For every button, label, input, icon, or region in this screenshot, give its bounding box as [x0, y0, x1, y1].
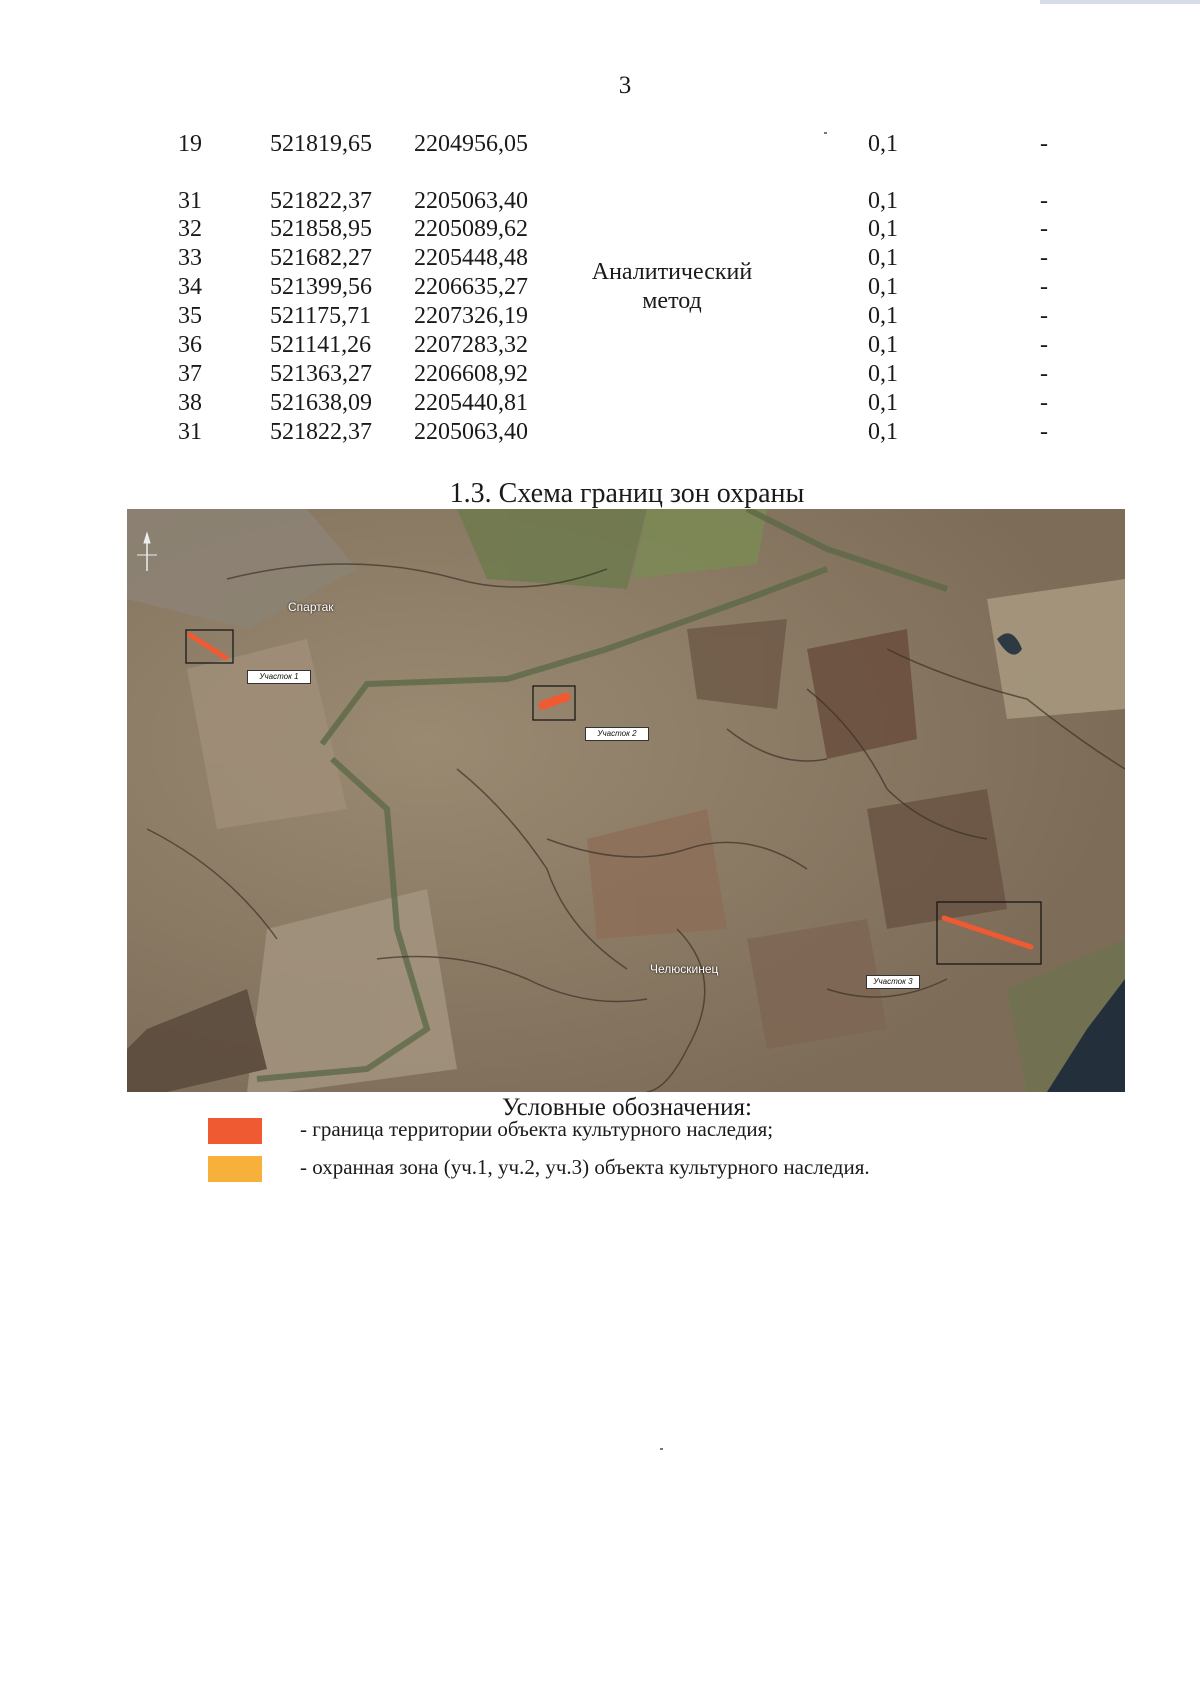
point-number: 31 [178, 419, 202, 445]
point-number: 34 [178, 274, 202, 300]
table-row [0, 130, 1200, 158]
note-value: - [1040, 390, 1048, 416]
site-2-label: Участок 2 [585, 727, 649, 741]
x-coordinate: 521682,27 [270, 245, 372, 271]
table-row [0, 215, 1200, 243]
y-coordinate: 2205063,40 [414, 419, 528, 445]
point-number: 19 [178, 131, 202, 157]
x-coordinate: 521638,09 [270, 390, 372, 416]
y-coordinate: 2205089,62 [414, 216, 528, 242]
zone-swatch [208, 1156, 262, 1182]
x-coordinate: 521822,37 [270, 419, 372, 445]
coordinates-table [0, 0, 1200, 460]
scan-speck [824, 132, 827, 134]
point-number: 33 [178, 245, 202, 271]
note-value: - [1040, 419, 1048, 445]
y-coordinate: 2205063,40 [414, 188, 528, 214]
note-value: - [1040, 131, 1048, 157]
village-label-chelyuskinets: Челюскинец [650, 962, 719, 976]
x-coordinate: 521141,26 [270, 332, 372, 358]
method-line-2: метод [642, 288, 702, 314]
accuracy-value: 0,1 [868, 188, 898, 214]
point-number: 31 [178, 188, 202, 214]
determination-method [582, 258, 762, 316]
accuracy-value: 0,1 [868, 274, 898, 300]
point-number: 36 [178, 332, 202, 358]
section-title: 1.3. Схема границ зон охраны [449, 478, 805, 509]
table-row [0, 389, 1200, 417]
note-value: - [1040, 245, 1048, 271]
x-coordinate: 521822,37 [270, 188, 372, 214]
scan-speck [660, 1448, 663, 1450]
table-row [0, 331, 1200, 359]
y-coordinate: 2204956,05 [414, 131, 528, 157]
accuracy-value: 0,1 [868, 131, 898, 157]
point-number: 37 [178, 361, 202, 387]
point-number: 38 [178, 390, 202, 416]
x-coordinate: 521363,27 [270, 361, 372, 387]
y-coordinate: 2207283,32 [414, 332, 528, 358]
page-number: 3 [618, 72, 632, 99]
accuracy-value: 0,1 [868, 419, 898, 445]
accuracy-value: 0,1 [868, 303, 898, 329]
point-number: 32 [178, 216, 202, 242]
y-coordinate: 2206635,27 [414, 274, 528, 300]
x-coordinate: 521819,65 [270, 131, 372, 157]
x-coordinate: 521399,56 [270, 274, 372, 300]
satellite-map [127, 509, 1125, 1092]
legend-title: Условные обозначения: [501, 1094, 753, 1121]
site-3-label: Участок 3 [866, 975, 920, 989]
note-value: - [1040, 332, 1048, 358]
y-coordinate: 2207326,19 [414, 303, 528, 329]
x-coordinate: 521858,95 [270, 216, 372, 242]
note-value: - [1040, 216, 1048, 242]
table-row [0, 418, 1200, 446]
table-row [0, 187, 1200, 215]
accuracy-value: 0,1 [868, 332, 898, 358]
y-coordinate: 2206608,92 [414, 361, 528, 387]
accuracy-value: 0,1 [868, 361, 898, 387]
boundary-swatch [208, 1118, 262, 1144]
site-1-label: Участок 1 [247, 670, 311, 684]
note-value: - [1040, 361, 1048, 387]
x-coordinate: 521175,71 [270, 303, 372, 329]
y-coordinate: 2205448,48 [414, 245, 528, 271]
accuracy-value: 0,1 [868, 390, 898, 416]
village-label-spartak: Спартак [288, 600, 334, 614]
map-canvas [127, 509, 1125, 1092]
note-value: - [1040, 303, 1048, 329]
point-number: 35 [178, 303, 202, 329]
note-value: - [1040, 274, 1048, 300]
y-coordinate: 2205440,81 [414, 390, 528, 416]
accuracy-value: 0,1 [868, 216, 898, 242]
note-value: - [1040, 188, 1048, 214]
legend-text: - граница территории объекта культурного наследия; [300, 1117, 774, 1141]
legend-text: - охранная зона (уч.1, уч.2, уч.3) объекта культурного наследия. [300, 1155, 870, 1179]
table-row [0, 360, 1200, 388]
accuracy-value: 0,1 [868, 245, 898, 271]
method-line-1: Аналитический [591, 259, 753, 285]
